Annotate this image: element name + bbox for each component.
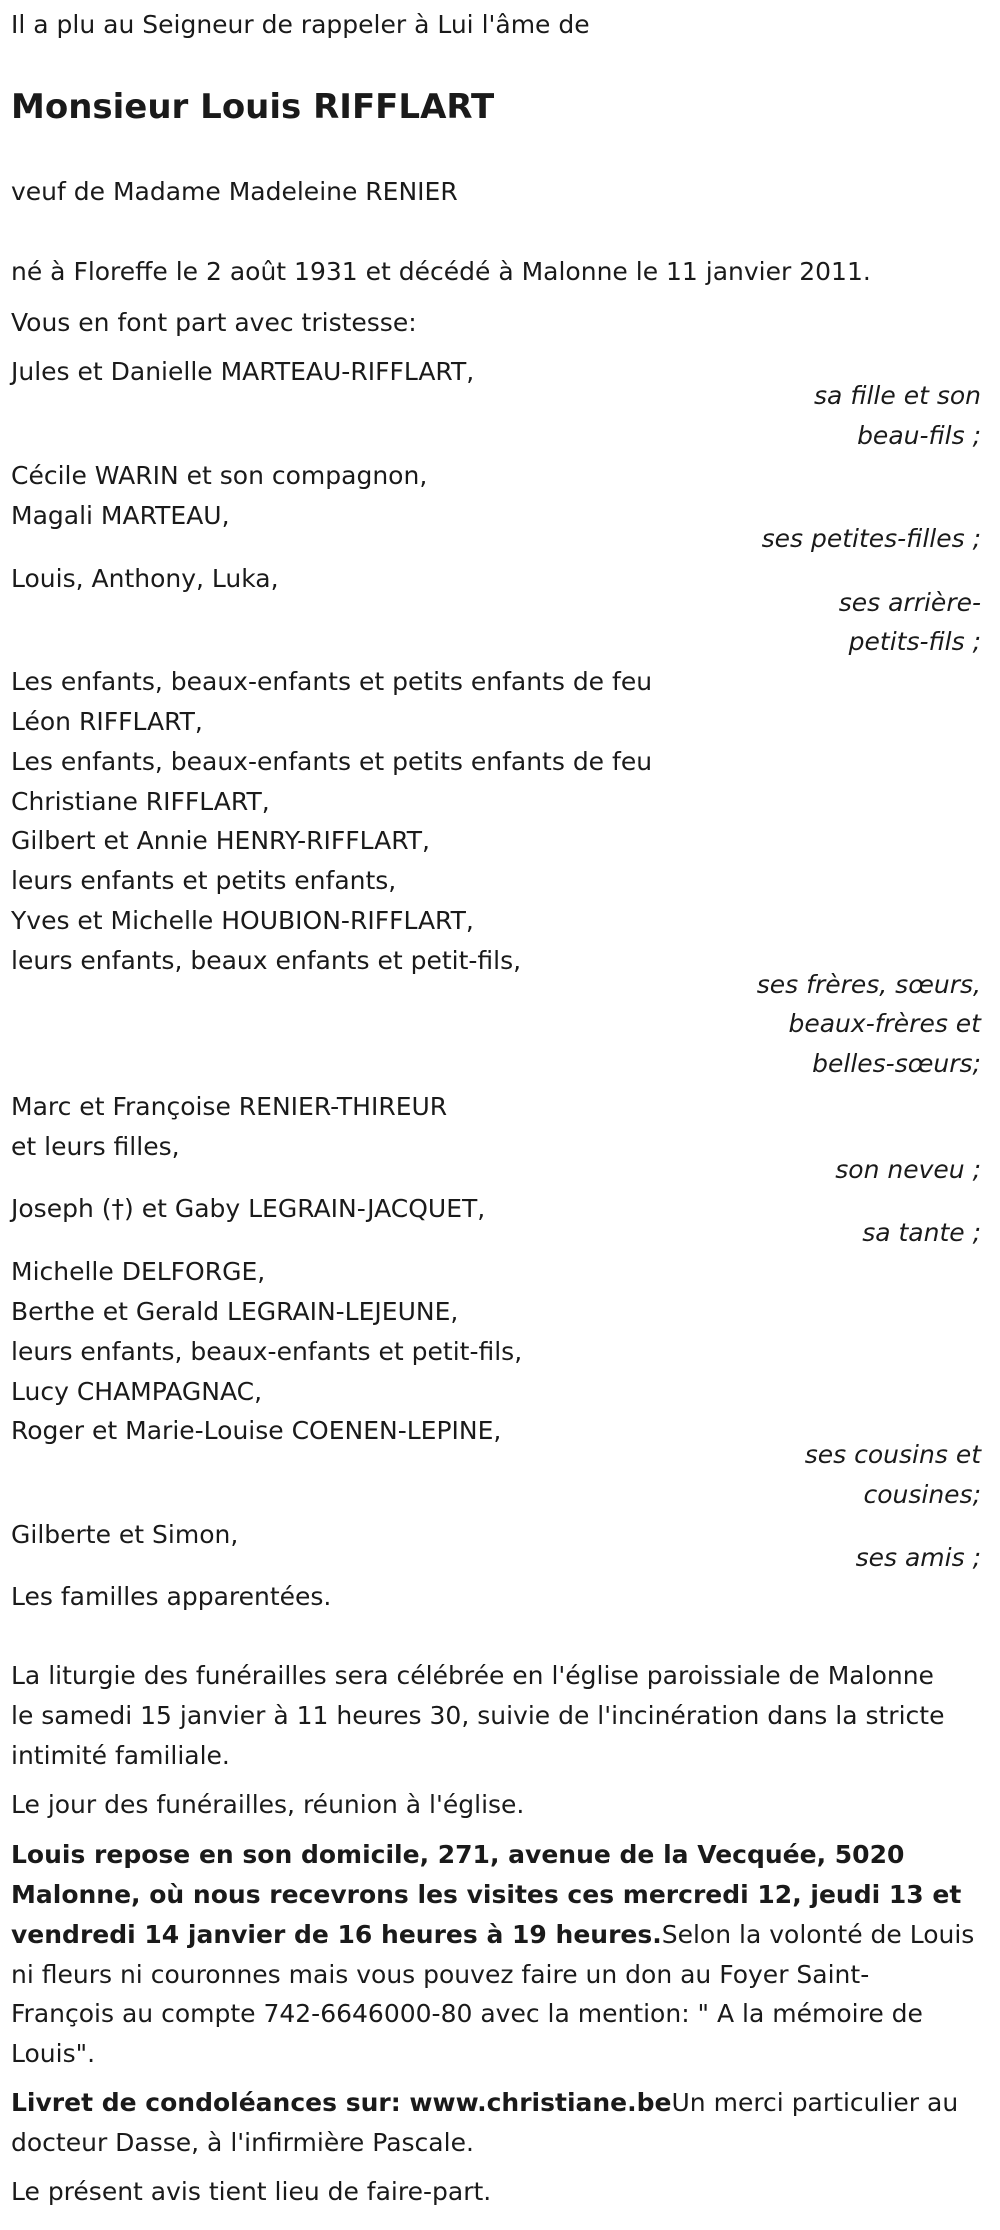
family-name-line: Christiane RIFFLART,	[11, 787, 270, 816]
deceased-name: Monsieur Louis RIFFLART	[11, 87, 495, 127]
visit-bold-text: Malonne, où nous recevrons les visites ces mercredi 12, jeudi 13 et	[11, 1880, 962, 1909]
family-name-line: Joseph (†) et Gaby LEGRAIN-JACQUET,	[11, 1194, 486, 1223]
family-role-line: son neveu ;	[835, 1155, 981, 1184]
family-name-line: Michelle DELFORGE,	[11, 1257, 266, 1286]
family-name-line: Lucy CHAMPAGNAC,	[11, 1377, 263, 1406]
family-name-line: Marc et Françoise RENIER-THIREUR	[11, 1092, 448, 1121]
family-role-line: sa fille et son	[814, 381, 981, 410]
visit-line: Louis".	[11, 2039, 96, 2068]
closing-text: Le présent avis tient lieu de faire-part.	[11, 2177, 492, 2206]
family-role-line: ses amis ;	[855, 1543, 981, 1572]
family-name-line: leurs enfants et petits enfants,	[11, 866, 397, 895]
widower-text: veuf de Madame Madeleine RENIER	[11, 177, 458, 206]
family-name-line: leurs enfants, beaux enfants et petit-fils,	[11, 946, 522, 975]
family-role-line: petits-fils ;	[848, 627, 981, 656]
family-role-line: beau-fils ;	[857, 421, 981, 450]
condolence-link-text[interactable]: Livret de condoléances sur: www.christiane.be	[11, 2088, 672, 2117]
meeting-text: Le jour des funérailles, réunion à l'église.	[11, 1790, 525, 1819]
family-name-line: Les enfants, beaux-enfants et petits enfants de feu	[11, 667, 653, 696]
birth-death-text: né à Floreffe le 2 août 1931 et décédé à Malonne le 11 janvier 2011.	[11, 257, 871, 286]
family-name-line: Jules et Danielle MARTEAU-RIFFLART,	[11, 357, 475, 386]
intro-text: Il a plu au Seigneur de rappeler à Lui l'âme de	[11, 10, 590, 39]
visit-line: François au compte 742-6646000-80 avec la mention: " A la mémoire de	[11, 1999, 923, 2028]
family-role-line: ses frères, sœurs,	[756, 970, 981, 999]
visit-bold-text: Louis repose en son domicile, 271, avenue de la Vecquée, 5020	[11, 1840, 905, 1869]
family-name-line: Roger et Marie-Louise COENEN-LEPINE,	[11, 1416, 502, 1445]
announce-text: Vous en font part avec tristesse:	[11, 308, 417, 337]
family-name-line: Les enfants, beaux-enfants et petits enfants de feu	[11, 747, 653, 776]
family-name-line: Berthe et Gerald LEGRAIN-LEJEUNE,	[11, 1297, 459, 1326]
condolence-tail-text: Un merci particulier au	[671, 2088, 959, 2117]
family-name-line: Cécile WARIN et son compagnon,	[11, 461, 428, 490]
liturgy-line: intimité familiale.	[11, 1741, 230, 1770]
condolence-line: docteur Dasse, à l'infirmière Pascale.	[11, 2128, 474, 2157]
family-role-line: sa tante ;	[862, 1218, 981, 1247]
family-name-line: Léon RIFFLART,	[11, 707, 203, 736]
family-role-line: ses cousins et	[804, 1440, 981, 1469]
visit-mixed-line	[11, 1915, 974, 1955]
visit-tail-text: Selon la volonté de Louis	[661, 1920, 975, 1949]
family-role-line: cousines;	[863, 1480, 981, 1509]
liturgy-line: La liturgie des funérailles sera célébrée en l'église paroissiale de Malonne	[11, 1661, 934, 1690]
visit-bold-line	[11, 1875, 961, 1915]
visit-bold-line	[11, 1835, 904, 1875]
liturgy-line: le samedi 15 janvier à 11 heures 30, suivie de l'incinération dans la stricte	[11, 1701, 945, 1730]
family-name-line: Magali MARTEAU,	[11, 501, 230, 530]
visit-bold-text: vendredi 14 janvier de 16 heures à 19 heures.	[11, 1920, 662, 1949]
family-name-line: Gilbert et Annie HENRY-RIFFLART,	[11, 826, 431, 855]
family-name-line: Gilberte et Simon,	[11, 1520, 239, 1549]
family-name-line: Les familles apparentées.	[11, 1582, 332, 1611]
family-name-line: et leurs filles,	[11, 1132, 180, 1161]
family-role-line: ses petites-filles ;	[761, 524, 981, 553]
family-name-line: Louis, Anthony, Luka,	[11, 564, 279, 593]
family-role-line: ses arrière-	[838, 588, 981, 617]
family-role-line: beaux-frères et	[788, 1009, 981, 1038]
family-name-line: leurs enfants, beaux-enfants et petit-fils,	[11, 1337, 523, 1366]
condolence-line	[11, 2083, 958, 2123]
family-role-line: belles-sœurs;	[812, 1049, 981, 1078]
family-name-line: Yves et Michelle HOUBION-RIFFLART,	[11, 906, 474, 935]
visit-line: ni fleurs ni couronnes mais vous pouvez faire un don au Foyer Saint-	[11, 1960, 870, 1989]
